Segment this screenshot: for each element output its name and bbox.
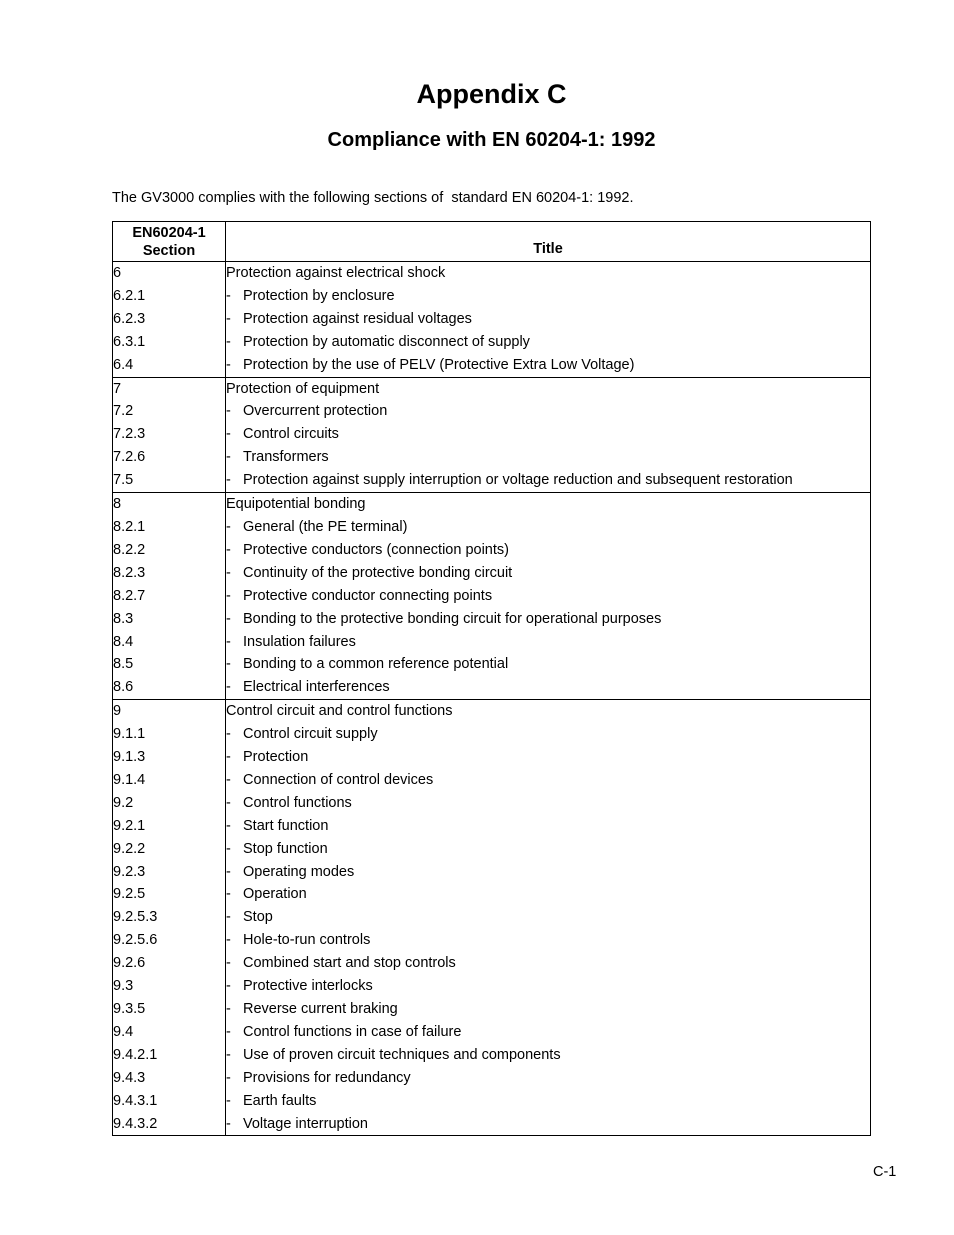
- table-row: [113, 769, 871, 792]
- section-title-text: Voltage interruption: [243, 1115, 368, 1132]
- intro-paragraph: The GV3000 complies with the following sections of standard EN 60204-1: 1992.: [112, 190, 634, 206]
- page-number: C-1: [873, 1164, 897, 1180]
- table-row: [113, 1044, 871, 1067]
- list-dash: -: [226, 1115, 231, 1132]
- section-title-text: Control circuit and control functions: [226, 703, 453, 720]
- section-title-text: Protective conductors (connection points): [243, 541, 509, 558]
- section-title-cell: [226, 516, 871, 539]
- section-title-text: Protection against supply interruption or voltage reduction and subsequent restoration: [243, 472, 793, 489]
- section-title-text: Bonding to the protective bonding circuit for operational purposes: [243, 610, 662, 627]
- section-number-cell: 9.2.1: [113, 815, 226, 838]
- list-dash: -: [226, 1069, 231, 1086]
- section-number-cell: 9.1.1: [113, 723, 226, 746]
- list-dash: -: [226, 726, 231, 743]
- section-title-cell: [226, 838, 871, 861]
- section-title-cell: [226, 1090, 871, 1113]
- section-number-cell: 9.2: [113, 792, 226, 815]
- section-title-text: Use of proven circuit techniques and components: [243, 1046, 561, 1063]
- section-title-text: Protective interlocks: [243, 978, 373, 995]
- list-dash: -: [226, 886, 231, 903]
- section-title-text: Start function: [243, 817, 329, 834]
- section-title-cell: [226, 262, 871, 285]
- table-header: [113, 222, 871, 262]
- list-dash: -: [226, 472, 231, 489]
- section-title-cell: [226, 906, 871, 929]
- section-title-text: Protection by enclosure: [243, 287, 395, 304]
- list-dash: -: [226, 356, 231, 373]
- section-title-text: Earth faults: [243, 1092, 317, 1109]
- section-title-text: Connection of control devices: [243, 771, 434, 788]
- section-number-cell: 7: [113, 377, 226, 400]
- list-dash: -: [226, 541, 231, 558]
- section-title-text: Transformers: [243, 449, 329, 466]
- section-title-text: Control functions: [243, 794, 352, 811]
- list-dash: -: [226, 610, 231, 627]
- list-dash: -: [226, 449, 231, 466]
- section-number-cell: 9.4.3.1: [113, 1090, 226, 1113]
- table-row: [113, 815, 871, 838]
- section-title-cell: [226, 769, 871, 792]
- section-number-cell: 9.2.6: [113, 952, 226, 975]
- section-title-cell: [226, 700, 871, 723]
- section-number-cell: 7.2: [113, 400, 226, 423]
- section-title-text: Equipotential bonding: [226, 496, 366, 513]
- section-number-cell: 9.1.4: [113, 769, 226, 792]
- list-dash: -: [226, 310, 231, 327]
- section-title-cell: [226, 608, 871, 631]
- table-row: [113, 516, 871, 539]
- table-row: [113, 700, 871, 723]
- section-number-cell: 6.2.3: [113, 308, 226, 331]
- section-title-text: Control circuit supply: [243, 726, 378, 743]
- section-number-cell: 6: [113, 262, 226, 285]
- section-number-cell: 6.2.1: [113, 285, 226, 308]
- table-row: [113, 400, 871, 423]
- section-title-text: Protection against residual voltages: [243, 310, 472, 327]
- list-dash: -: [226, 771, 231, 788]
- table-row: [113, 539, 871, 562]
- section-title-cell: [226, 423, 871, 446]
- section-title-cell: [226, 929, 871, 952]
- section-title-text: Protection: [243, 749, 309, 766]
- section-title-cell: [226, 631, 871, 654]
- section-number-cell: 8.5: [113, 653, 226, 676]
- table-row: [113, 929, 871, 952]
- list-dash: -: [226, 1001, 231, 1017]
- list-dash: -: [226, 932, 231, 949]
- table-row: [113, 285, 871, 308]
- section-title-cell: [226, 354, 871, 377]
- section-title-text: Protection against electrical shock: [226, 265, 446, 281]
- list-dash: -: [226, 518, 231, 535]
- section-title-cell: [226, 792, 871, 815]
- section-title-cell: [226, 883, 871, 906]
- section-title-cell: [226, 446, 871, 469]
- section-title-cell: [226, 308, 871, 331]
- table-row: [113, 423, 871, 446]
- list-dash: -: [226, 564, 231, 581]
- section-title-text: Protection by the use of PELV (Protective Extra Low Voltage): [243, 356, 635, 373]
- list-dash: -: [226, 333, 231, 350]
- section-number-cell: 9.4.2.1: [113, 1044, 226, 1067]
- section-title-cell: [226, 998, 871, 1021]
- table-row: [113, 585, 871, 608]
- table-row: [113, 838, 871, 861]
- section-number-cell: 9.4: [113, 1021, 226, 1044]
- list-dash: -: [226, 679, 231, 696]
- list-dash: -: [226, 656, 231, 673]
- list-dash: -: [226, 909, 231, 926]
- column-header-section-line1: EN60204-1: [132, 225, 206, 241]
- table-row: [113, 906, 871, 929]
- section-title-cell: [226, 952, 871, 975]
- section-title-cell: [226, 469, 871, 492]
- section-title-text: Electrical interferences: [243, 679, 390, 696]
- table-row: [113, 446, 871, 469]
- table-row: [113, 262, 871, 285]
- list-dash: -: [226, 955, 231, 972]
- table-row: [113, 608, 871, 631]
- table-body: [113, 262, 871, 1136]
- section-title-cell: [226, 815, 871, 838]
- section-title-cell: [226, 585, 871, 608]
- section-number-cell: 9.2.5.6: [113, 929, 226, 952]
- list-dash: -: [226, 978, 231, 995]
- table-row: [113, 998, 871, 1021]
- page-subtitle: Compliance with EN 60204-1: 1992: [327, 129, 656, 151]
- section-number-cell: 9.2.5: [113, 883, 226, 906]
- section-number-cell: 8: [113, 493, 226, 516]
- list-dash: -: [226, 1046, 231, 1063]
- table-row: [113, 631, 871, 654]
- section-title-text: Stop: [243, 909, 273, 926]
- table-row: [113, 1021, 871, 1044]
- section-title-cell: [226, 493, 871, 516]
- section-number-cell: 7.5: [113, 469, 226, 492]
- section-number-cell: 8.2.1: [113, 516, 226, 539]
- table-row: [113, 308, 871, 331]
- section-number-cell: 9.3.5: [113, 998, 226, 1021]
- list-dash: -: [226, 863, 231, 880]
- section-title-cell: [226, 562, 871, 585]
- section-title-text: Stop function: [243, 840, 328, 857]
- section-title-cell: [226, 539, 871, 562]
- section-title-text: Protective conductor connecting points: [243, 587, 493, 604]
- section-title-text: Control functions in case of failure: [243, 1023, 462, 1040]
- section-title-text: Reverse current braking: [243, 1001, 398, 1017]
- section-number-cell: 9.2.2: [113, 838, 226, 861]
- section-number-cell: 9.2.5.3: [113, 906, 226, 929]
- compliance-table: [112, 221, 871, 1136]
- section-title-text: Provisions for redundancy: [243, 1069, 411, 1086]
- section-title-text: Hole-to-run controls: [243, 932, 371, 949]
- section-number-cell: 6.3.1: [113, 331, 226, 354]
- section-title-cell: [226, 1113, 871, 1136]
- section-title-cell: [226, 653, 871, 676]
- table-row: [113, 331, 871, 354]
- section-title-text: General (the PE terminal): [243, 518, 408, 535]
- table-row: [113, 975, 871, 998]
- table-row: [113, 469, 871, 492]
- list-dash: -: [226, 794, 231, 811]
- section-title-cell: [226, 723, 871, 746]
- section-number-cell: 8.2.2: [113, 539, 226, 562]
- list-dash: -: [226, 287, 231, 304]
- section-title-cell: [226, 676, 871, 699]
- section-title-cell: [226, 746, 871, 769]
- section-title-cell: [226, 1044, 871, 1067]
- section-number-cell: 9.4.3: [113, 1067, 226, 1090]
- table-row: [113, 493, 871, 516]
- table-row: [113, 861, 871, 884]
- section-number-cell: 8.2.7: [113, 585, 226, 608]
- table-row: [113, 377, 871, 400]
- list-dash: -: [226, 840, 231, 857]
- list-dash: -: [226, 817, 231, 834]
- section-title-text: Combined start and stop controls: [243, 955, 456, 972]
- section-title-cell: [226, 331, 871, 354]
- section-number-cell: 8.6: [113, 676, 226, 699]
- table-row: [113, 653, 871, 676]
- section-title-text: Protection of equipment: [226, 380, 380, 397]
- section-title-text: Insulation failures: [243, 633, 356, 650]
- table-row: [113, 883, 871, 906]
- column-header-title: Title: [226, 222, 871, 262]
- section-title-cell: [226, 400, 871, 423]
- section-title-text: Bonding to a common reference potential: [243, 656, 509, 673]
- list-dash: -: [226, 403, 231, 420]
- section-title-text: Operating modes: [243, 863, 355, 880]
- section-number-cell: 8.4: [113, 631, 226, 654]
- column-header-section-line2: Section: [142, 243, 196, 259]
- list-dash: -: [226, 426, 231, 443]
- table-row: [113, 1113, 871, 1136]
- section-title-text: Continuity of the protective bonding circuit: [243, 564, 513, 581]
- section-title-text: Overcurrent protection: [243, 403, 388, 420]
- section-title-cell: [226, 1021, 871, 1044]
- section-title-text: Protection by automatic disconnect of supply: [243, 333, 530, 350]
- section-title-cell: [226, 1067, 871, 1090]
- section-number-cell: 7.2.6: [113, 446, 226, 469]
- table-row: [113, 562, 871, 585]
- section-number-cell: 7.2.3: [113, 423, 226, 446]
- table-row: [113, 354, 871, 377]
- header-row: [113, 222, 871, 262]
- section-title-text: Control circuits: [243, 426, 339, 443]
- section-title-cell: [226, 861, 871, 884]
- list-dash: -: [226, 749, 231, 766]
- column-header-section: [113, 222, 226, 262]
- table-row: [113, 676, 871, 699]
- list-dash: -: [226, 633, 231, 650]
- list-dash: -: [226, 1023, 231, 1040]
- list-dash: -: [226, 1092, 231, 1109]
- section-number-cell: 9: [113, 700, 226, 723]
- section-title-cell: [226, 377, 871, 400]
- section-number-cell: 9.2.3: [113, 861, 226, 884]
- section-number-cell: 9.3: [113, 975, 226, 998]
- table-row: [113, 952, 871, 975]
- page-title: Appendix C: [416, 79, 567, 109]
- section-title-cell: [226, 285, 871, 308]
- section-number-cell: 6.4: [113, 354, 226, 377]
- section-title-text: Operation: [243, 886, 307, 903]
- section-title-cell: [226, 975, 871, 998]
- section-number-cell: 9.1.3: [113, 746, 226, 769]
- table-row: [113, 1090, 871, 1113]
- section-number-cell: 8.3: [113, 608, 226, 631]
- table-row: [113, 723, 871, 746]
- section-number-cell: 9.4.3.2: [113, 1113, 226, 1136]
- list-dash: -: [226, 587, 231, 604]
- table-row: [113, 746, 871, 769]
- table-row: [113, 792, 871, 815]
- table-row: [113, 1067, 871, 1090]
- section-number-cell: 8.2.3: [113, 562, 226, 585]
